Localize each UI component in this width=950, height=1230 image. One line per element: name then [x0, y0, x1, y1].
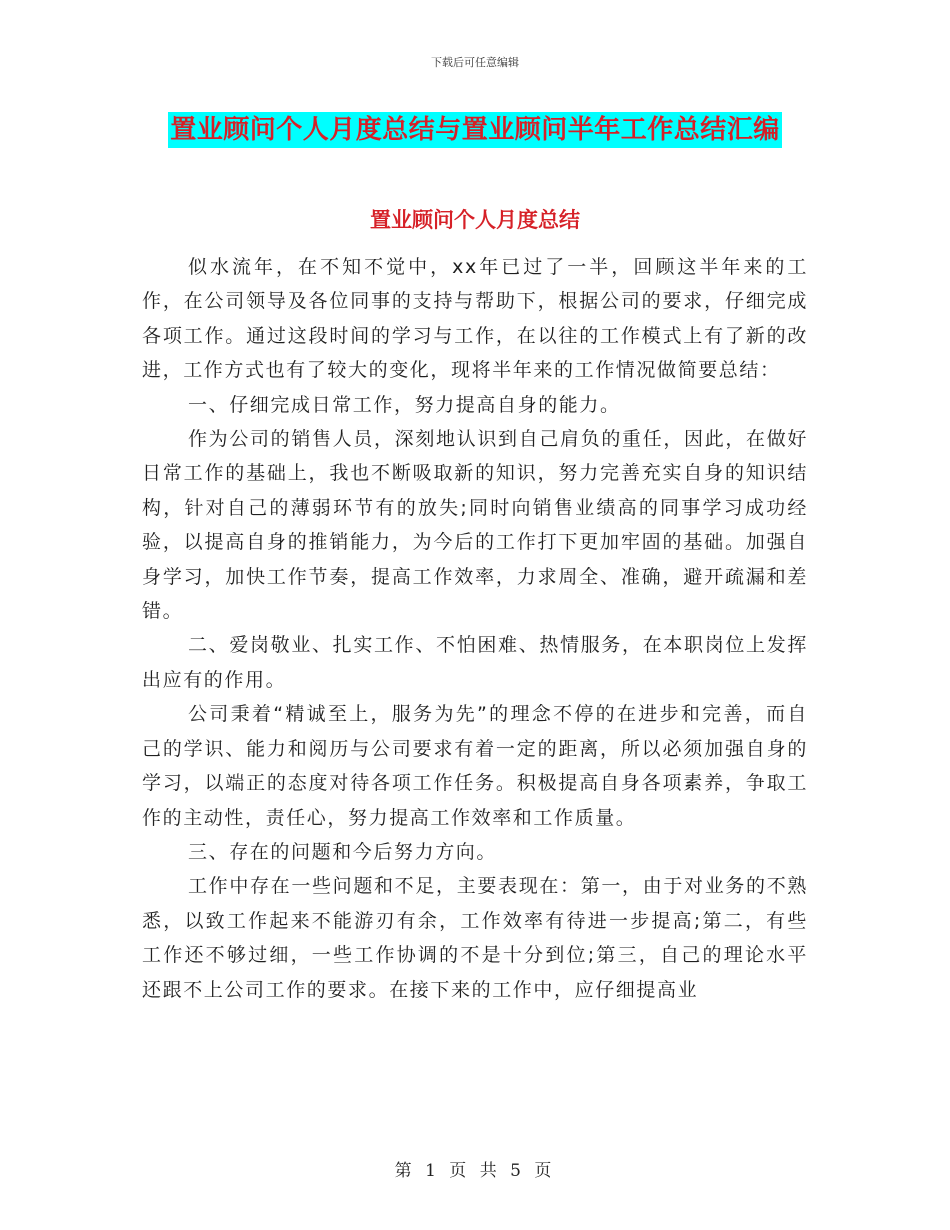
- paragraph-heading-1: 一、仔细完成日常工作，努力提高自身的能力。: [188, 393, 621, 416]
- download-note: 下载后可任意编辑: [431, 56, 519, 69]
- paragraph-heading-2: 二、爱岗敬业、扎实工作、不怕困难、热情服务，在本职岗位上发挥出应有的作用。: [142, 634, 808, 691]
- page-number-footer: 第 1 页 共 5 页: [394, 1161, 556, 1181]
- paragraph-body-2: 公司秉着“精诚至上，服务为先”的理念不停的在进步和完善，而自己的学识、能力和阅历与公司要求有着一定的距离，所以必须加强自身的学习，以端正的态度对待各项工作任务。积极提高自身各项素养，争取工作的主动性，责任心，努力提高工作效率和工作质量。: [142, 703, 808, 829]
- paragraph-body-3: 工作中存在一些问题和不足，主要表现在：第一，由于对业务的不熟悉，以致工作起来不能游刃有余，工作效率有待进一步提高;第二，有些工作还不够过细，一些工作协调的不是十分到位;第三，自己的理论水平还跟不上公司工作的要求。在接下来的工作中，应仔细提高业: [142, 875, 808, 1001]
- document-title: 置业顾问个人月度总结与置业顾问半年工作总结汇编: [168, 112, 782, 148]
- section-title: 置业顾问个人月度总结: [370, 208, 580, 232]
- document-title-container: [0, 112, 950, 148]
- paragraph-intro: 似水流年，在不知不觉中，xx年已过了一半，回顾这半年来的工作，在公司领导及各位同事的支持与帮助下，根据公司的要求，仔细完成各项工作。通过这段时间的学习与工作，在以往的工作模式上有了新的改进，工作方式也有了较大的变化，现将半年来的工作情况做简要总结：: [142, 256, 808, 382]
- paragraph-body-1: 作为公司的销售人员，深刻地认识到自己肩负的重任，因此，在做好日常工作的基础上，我也不断吸取新的知识，努力完善充实自身的知识结构，针对自己的薄弱环节有的放失;同时向销售业绩高的同事学习成功经验，以提高自身的推销能力，为今后的工作打下更加牢固的基础。加强自身学习，加快工作节奏，提高工作效率，力求周全、准确，避开疏漏和差错。: [142, 428, 808, 623]
- document-body: [142, 250, 808, 1007]
- paragraph-heading-3: 三、存在的问题和今后努力方向。: [188, 840, 498, 863]
